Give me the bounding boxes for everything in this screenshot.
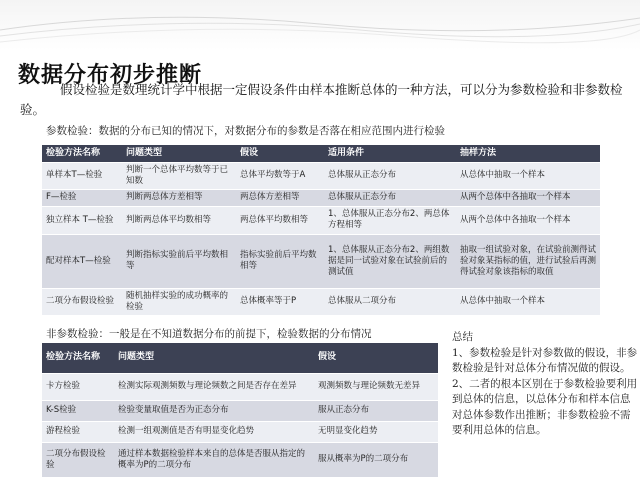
summary-box: [452, 330, 638, 439]
table-header-cell: 适用条件: [324, 145, 456, 162]
table-row: [42, 442, 438, 477]
table-cell: 总体平均数等于A: [236, 162, 324, 189]
table-header-cell: 假设: [236, 145, 324, 162]
table-cell: 总体服从正态分布: [324, 189, 456, 206]
parametric-test-table: [42, 145, 600, 316]
table-row: [42, 288, 600, 315]
table-cell: K-S检验: [42, 400, 114, 421]
table-header-cell: 抽样方法: [456, 145, 600, 162]
table-cell: 从总体中抽取一个样本: [456, 288, 600, 315]
intro-paragraph: 假设检验是数理统计学中根据一定假设条件由样本推断总体的一种方法，可以分为参数检验和非参数检验。: [20, 82, 623, 117]
param-subheading: 参数检验：数据的分布已知的情况下，对数据分布的参数是否落在相应范围内进行检验: [46, 125, 445, 137]
table-cell: 配对样本T—检验: [42, 234, 122, 288]
table-cell: 从总体中抽取一个样本: [456, 162, 600, 189]
table-cell: 总体服从二项分布: [324, 288, 456, 315]
summary-point-1: 1、参数检验是针对参数做的假设，非参数检验是针对总体分布情况做的假设。: [452, 346, 638, 374]
table-cell: 检测实际观测频数与理论频数之间是否存在差异: [114, 373, 314, 400]
table-cell: 卡方检验: [42, 373, 114, 400]
table-cell: 二项分布假设检验: [42, 288, 122, 315]
table-row: [42, 400, 438, 421]
table-cell: 1、总体服从正态分布2、两总体方程相等: [324, 206, 456, 234]
table-cell: 两总体方差相等: [236, 189, 324, 206]
table-cell: 通过样本数据检验样本来自的总体是否服从指定的概率为P的二项分布: [114, 442, 314, 477]
nonparametric-test-table: [42, 343, 438, 478]
table-header-cell: 问题类型: [122, 145, 236, 162]
table-cell: 服从正态分布: [314, 400, 438, 421]
table-cell: 两总体平均数相等: [236, 206, 324, 234]
table-row: [42, 206, 600, 234]
table-header-cell: 问题类型: [114, 343, 314, 373]
table-cell: 总体服从正态分布: [324, 162, 456, 189]
table-cell: 指标实验前后平均数相等: [236, 234, 324, 288]
table-cell: 检验变量取值是否为正态分布: [114, 400, 314, 421]
nonparam-subheading: 非参数检验：一般是在不知道数据分布的前提下，检验数据的分布情况: [46, 328, 372, 340]
table-row: [42, 421, 438, 442]
table-cell: 判断指标实验前后平均数相等: [122, 234, 236, 288]
table-cell: 判断两总体方差相等: [122, 189, 236, 206]
table-header-row: [42, 145, 600, 162]
table-header-cell: 假设: [314, 343, 438, 373]
table-header-cell: 检验方法名称: [42, 343, 114, 373]
summary-point-2: 2、二者的根本区别在于参数检验要利用到总体的信息，以总体分布和样本信息对总体参数作出推断；非参数检验不需要利用总体的信息。: [452, 377, 638, 436]
table-cell: 服从概率为P的二项分布: [314, 442, 438, 477]
table-cell: 观测频数与理论频数无差异: [314, 373, 438, 400]
table-row: [42, 162, 600, 189]
table-cell: 无明显变化趋势: [314, 421, 438, 442]
table-cell: 总体概率等于P: [236, 288, 324, 315]
table-header-row: [42, 343, 438, 373]
table-cell: 随机抽样实验的成功概率的检验: [122, 288, 236, 315]
table-row: [42, 373, 438, 400]
table-row: [42, 234, 600, 288]
table-cell: 二项分布假设检验: [42, 442, 114, 477]
table-cell: 判断两总体平均数相等: [122, 206, 236, 234]
table-cell: F—检验: [42, 189, 122, 206]
table-row: [42, 189, 600, 206]
table-cell: 独立样本 T—检验: [42, 206, 122, 234]
table-cell: 抽取一组试验对象，在试验前测得试验对象某指标的值，进行试验后再测得试验对象该指标的取值: [456, 234, 600, 288]
summary-heading: 总结: [452, 331, 473, 343]
table-header-cell: 检验方法名称: [42, 145, 122, 162]
table-cell: 判断一个总体平均数等于已知数: [122, 162, 236, 189]
table-cell: 1、总体服从正态分布2、两组数据是同一试验对象在试验前后的测试值: [324, 234, 456, 288]
table-cell: 游程检验: [42, 421, 114, 442]
table-cell: 从两个总体中各抽取一个样本: [456, 189, 600, 206]
table-cell: 从两个总体中各抽取一个样本: [456, 206, 600, 234]
page-title: 数据分布初步推断: [18, 62, 203, 88]
decorative-waves: [0, 0, 640, 50]
table-cell: 单样本T—检验: [42, 162, 122, 189]
table-cell: 检测一组观测值是否有明显变化趋势: [114, 421, 314, 442]
